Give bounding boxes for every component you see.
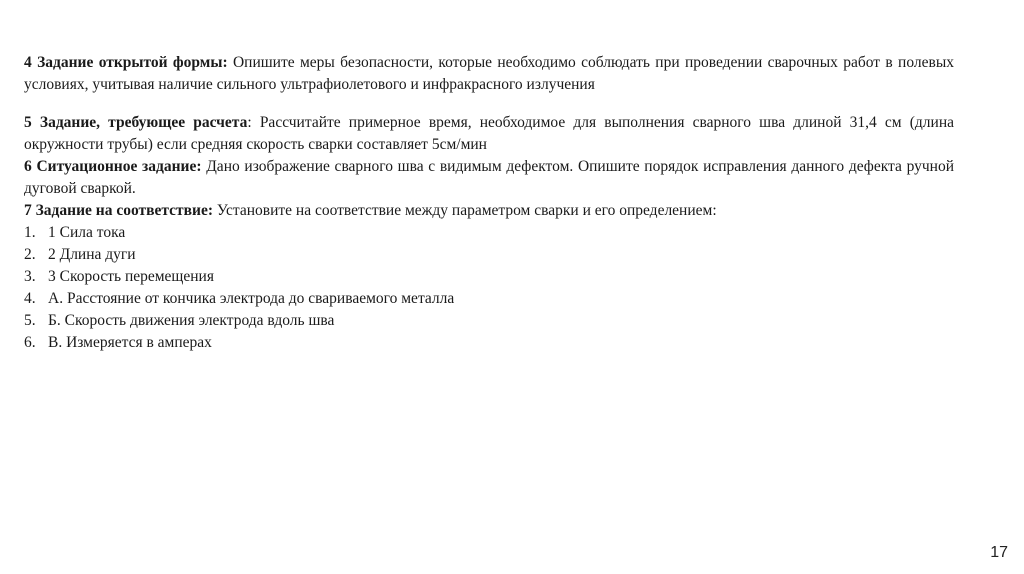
task-7-paragraph (24, 200, 954, 222)
list-item-text: 2 Длина дуги (48, 246, 136, 263)
list-item (24, 222, 954, 244)
task-5-text: : Рассчитайте примерное время, необходимое для выполнения сварного шва длиной 31,4 см (длина окружности трубы) если средняя скорость сварки составляет 5см/мин (24, 114, 955, 153)
list-item (24, 244, 954, 266)
list-item-number: 4. (24, 290, 36, 307)
list-item (24, 332, 954, 354)
task-4-paragraph (24, 52, 954, 96)
list-item-number: 6. (24, 334, 36, 351)
list-item-number: 3. (24, 268, 36, 285)
task-5-heading: 5 Задание, требующее расчета (24, 114, 248, 131)
task-7-text: Установите на соответствие между параметром сварки и его определением: (213, 202, 717, 219)
list-item (24, 288, 954, 310)
task-6-text: Дано изображение сварного шва с видимым дефектом. Опишите порядок исправления данного дефекта ручной дуговой сваркой. (24, 158, 955, 197)
list-item-number: 1. (24, 224, 36, 241)
task-5-paragraph (24, 112, 954, 156)
list-item (24, 266, 954, 288)
task-6-heading: 6 Ситуационное задание: (24, 158, 202, 175)
list-item-text: А. Расстояние от кончика электрода до свариваемого металла (48, 290, 455, 307)
matching-list (24, 222, 954, 354)
list-item (24, 310, 954, 332)
task-4-heading: 4 Задание открытой формы: (24, 54, 228, 71)
list-item-number: 2. (24, 246, 36, 263)
list-item-text: 3 Скорость перемещения (48, 268, 214, 285)
slide-content (24, 52, 954, 354)
task-6-paragraph (24, 156, 954, 200)
list-item-text: В. Измеряется в амперах (48, 334, 212, 351)
list-item-text: 1 Сила тока (48, 224, 126, 241)
list-item-number: 5. (24, 312, 36, 329)
list-item-text: Б. Скорость движения электрода вдоль шва (48, 312, 335, 329)
task-4-text: Опишите меры безопасности, которые необходимо соблюдать при проведении сварочных работ в полевых условиях, учитывая наличие сильного ультрафиолетового и инфракрасного излучения (24, 54, 954, 93)
task-7-heading: 7 Задание на соответствие: (24, 202, 213, 219)
page-number: 17 (990, 544, 1008, 561)
